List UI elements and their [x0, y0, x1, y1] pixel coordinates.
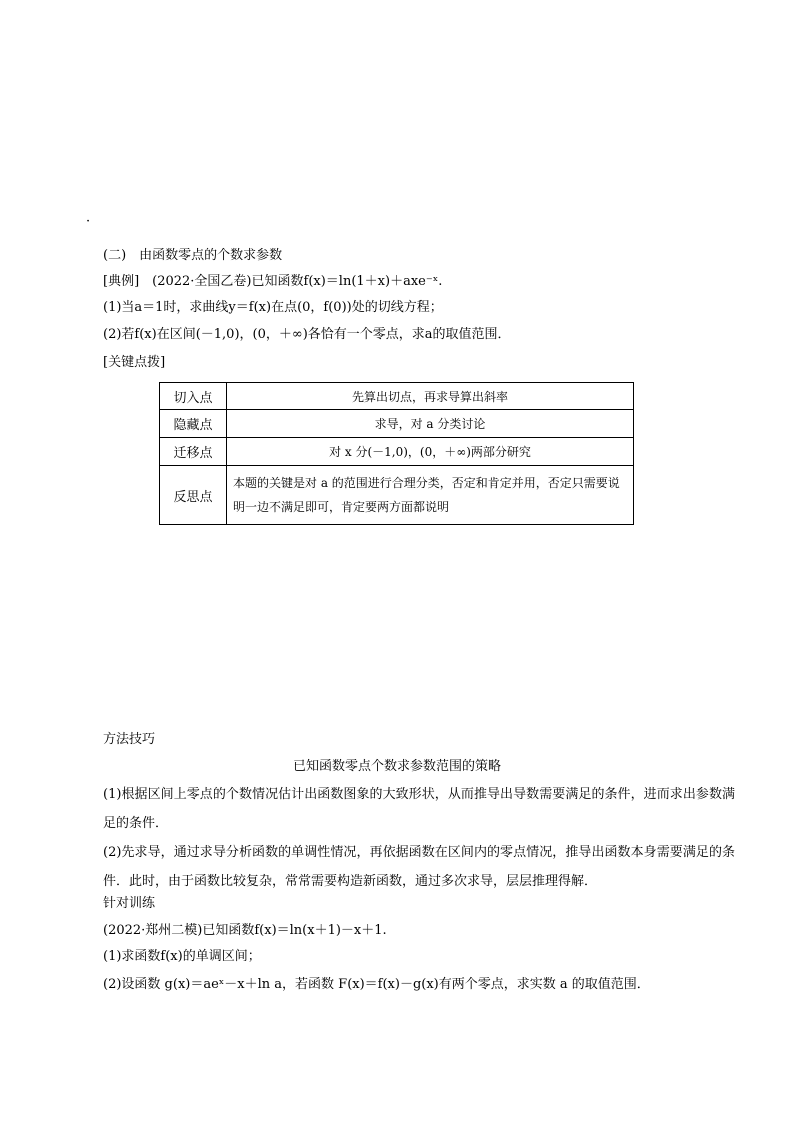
tip-content: 本题的关键是对 a 的范围进行合理分类，否定和肯定并用，否定只需要说明一边不满足即可，肯定要两方面都说明	[227, 466, 634, 525]
practice-title: 针对训练	[103, 896, 156, 911]
example-question-2: (2)若f(x)在区间(－1,0)，(0，＋∞)各恰有一个零点，求a的取值范围．	[103, 327, 511, 342]
tip-content: 求导，对 a 分类讨论	[227, 410, 634, 438]
practice-question-1: (1)求函数f(x)的单调区间；	[103, 949, 261, 964]
method-paragraph-2: (2)先求导，通过求导分析函数的单调性情况，再依据函数在区间内的零点情况，推导出函数本身需要满足的条件．此时，由于函数比较复杂，常常需要构造新函数，通过多次求导，层层推理得解．	[103, 845, 735, 889]
table-row	[160, 438, 634, 466]
table-row	[160, 466, 634, 525]
practice-intro: (2022·郑州二模)已知函数f(x)＝ln(x＋1)－x＋1.	[103, 923, 387, 938]
tips-title: [关键点拨]	[103, 355, 166, 370]
method-paragraph-1: (1)根据区间上零点的个数情况估计出函数图象的大致形状，从而推导出导数需要满足的条件，进而求出参数满足的条件．	[103, 787, 735, 831]
example-statement: [典例] (2022·全国乙卷)已知函数f(x)＝ln(1＋x)＋axe⁻ˣ.	[103, 274, 443, 289]
tip-label: 迁移点	[160, 438, 227, 466]
key-tips-table	[159, 382, 634, 525]
section-heading: (二) 由函数零点的个数求参数	[103, 248, 283, 263]
method-subtitle: 已知函数零点个数求参数范围的策略	[292, 759, 501, 774]
table-row	[160, 410, 634, 438]
table-row	[160, 383, 634, 410]
method-title: 方法技巧	[103, 732, 156, 747]
bullet-dot: ·	[86, 214, 91, 229]
tip-content: 先算出切点，再求导算出斜率	[227, 383, 634, 410]
tip-label: 隐藏点	[160, 410, 227, 438]
tip-label: 切入点	[160, 383, 227, 410]
tip-content: 对 x 分(－1,0)，(0，＋∞)两部分研究	[227, 438, 634, 466]
practice-question-2: (2)设函数 g(x)＝aeˣ－x＋ln a，若函数 F(x)＝f(x)－g(x)有两个零点，求实数 a 的取值范围．	[103, 977, 650, 992]
tip-label: 反思点	[160, 466, 227, 525]
example-question-1: (1)当a＝1时，求曲线y＝f(x)在点(0，f(0))处的切线方程；	[103, 300, 443, 315]
